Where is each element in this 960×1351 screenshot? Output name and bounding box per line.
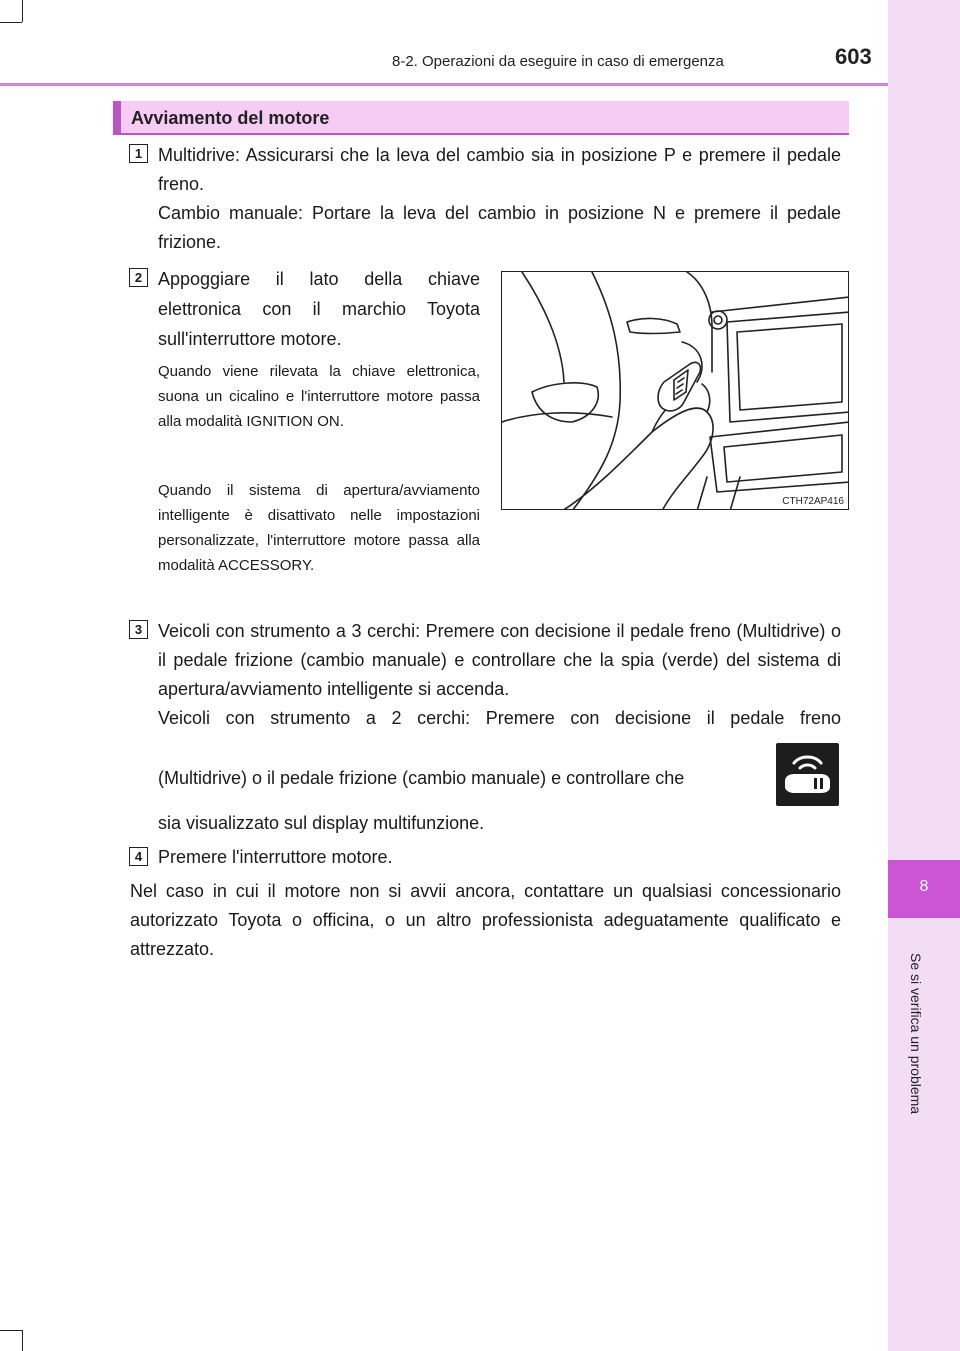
step-4-text: Premere l'interruttore motore. <box>158 847 393 867</box>
key-on-engine-switch-illustration <box>501 271 849 510</box>
dashboard-hand-key-drawing <box>502 272 849 510</box>
step-number-1: 1 <box>129 144 148 163</box>
step-3-two-circle-text-end: sia visualizzato sul display multifunzione. <box>158 813 485 833</box>
page-number: 603 <box>835 44 872 69</box>
smart-key-indicator-icon <box>776 743 839 806</box>
crop-mark <box>22 1330 23 1351</box>
chapter-title: Se si verifica un problema <box>908 953 924 1115</box>
step-3-two-circle-text-cont: (Multidrive) o il pedale frizione (cambio manuale) e controllare che <box>158 768 685 788</box>
step-3-two-circle-text: Veicoli con strumento a 2 cerchi: Premere con decisione il pedale freno <box>158 708 841 728</box>
step-2-text: Appoggiare il lato della chiave elettronica con il marchio Toyota sull'interruttore motore. <box>158 269 480 349</box>
crop-mark <box>0 22 22 23</box>
step-1-manual-text: Cambio manuale: Portare la leva del cambio in posizione N e premere il pedale frizione. <box>158 203 841 252</box>
running-header: 8-2. Operazioni da eseguire in caso di emergenza <box>392 53 724 70</box>
step-3-three-circle-text: Veicoli con strumento a 3 cerchi: Premere con decisione il pedale freno (Multidrive) o il pedale frizione (cambio manuale) e controllare che la spia (verde) del sistema di apertura/avviamento intelligente si accenda. <box>158 621 841 699</box>
crop-mark <box>0 1330 22 1331</box>
section-heading-title: Avviamento del motore <box>131 108 330 128</box>
step-number-2: 2 <box>129 268 148 287</box>
section-heading <box>113 101 849 135</box>
step-number-4: 4 <box>129 847 148 866</box>
step-2-note-ignition: Quando viene rilevata la chiave elettronica, suona un cicalino e l'interruttore motore passa alla modalità IGNITION ON. <box>158 363 480 430</box>
closing-note: Nel caso in cui il motore non si avvii ancora, contattare un qualsiasi concessionario autorizzato Toyota o officina, o un altro professionista adeguatamente qualificato e attrezzato. <box>130 881 841 959</box>
header-divider <box>0 83 888 86</box>
step-1-multidrive-text: Multidrive: Assicurarsi che la leva del cambio sia in posizione P e premere il pedale freno. <box>158 145 841 194</box>
crop-mark <box>22 0 23 22</box>
chapter-side-band <box>888 0 960 1351</box>
step-number-3: 3 <box>129 620 148 639</box>
chapter-number: 8 <box>919 878 929 895</box>
chapter-tab[interactable] <box>888 860 960 918</box>
illustration-code: CTH72AP416 <box>782 496 844 507</box>
step-2-note-accessory: Quando il sistema di apertura/avviamento intelligente è disattivato nelle impostazioni personalizzate, l'interruttore motore passa alla modalità ACCESSORY. <box>158 482 480 574</box>
section-heading-bar <box>113 101 121 133</box>
